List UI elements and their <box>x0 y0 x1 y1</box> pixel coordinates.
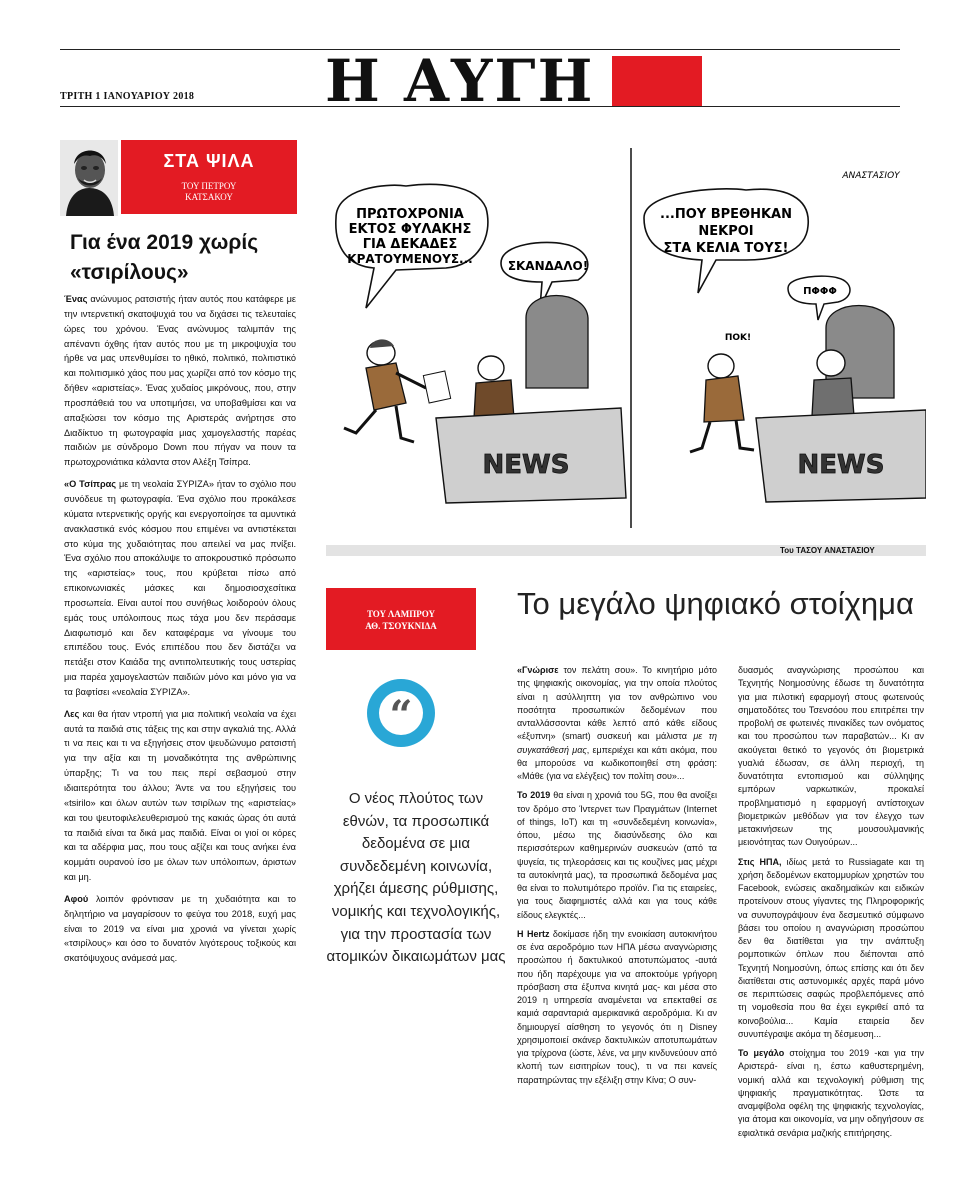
quote-icon <box>365 677 437 749</box>
column-paragraph <box>64 707 296 885</box>
paragraph-text: δυασμός αναγνώρισης προσώπου και Τεχνητής Νοημοσύνης έδωσε τη δυνατότητα για μια πιλοτική εφαρμογή στους φωτεινούς σηματοδότες του Τσενσόου που επιτρέπει την προβολή σε φωτεινές πινακίδες των ονόματος και του προσώπου των παραβατών... Κι αν ακούγεται θετικό το γεγονός ότι βιομετρικά γυαλιά έδωσαν, σε άλλη περιοχή, τη δυνατότητα εντοπισμού και σύλληψης εμπόρων ναρκωτικών, προκαλεί προβληματισμό η εφαρμογή αντίστοιχων βιομετρικών μεθόδων για τον έλεγχο των μετακινήσεων της μουσουλμανικής μειονότητας των Ουιγούρων... <box>738 665 924 848</box>
cartoon-reply: ΠΦΦΦ <box>803 286 837 297</box>
opinion-author-line2: ΑΘ. ΤΣΟΥΚΝΙΔΑ <box>365 621 437 631</box>
cartoon-credit: Του ΤΑΣΟΥ ΑΝΑΣΤΑΣΙΟΥ <box>780 546 875 555</box>
column-author-line1: ΤΟΥ ΠΕΤΡΟΥ <box>181 181 237 191</box>
masthead-red-block <box>612 56 702 106</box>
paragraph-lead: Το μεγάλο <box>738 1048 785 1058</box>
column-paragraph <box>64 477 296 700</box>
cartoon-bubble-line: ΝΕΚΡΟΙ <box>698 224 754 239</box>
column-paragraph <box>64 292 296 470</box>
newspaper-masthead: Η ΑΥΓΗ <box>325 47 595 115</box>
cartoon-bubble-line: ...ΠΟΥ ΒΡΕΘΗΚΑΝ <box>660 207 792 222</box>
article-paragraph <box>738 856 924 1042</box>
cartoonist-signature: ΑΝΑΣΤΑΣΙΟΥ <box>842 171 900 181</box>
cartoon-bubble-line: ΚΡΑΤΟΥΜΕΝΟΥΣ... <box>347 252 473 266</box>
paragraph-text: και θα ήταν ντροπή για μια πολιτική νεολαία να έχει αυτά τα παιδιά στις τάξεις της και στην αγκαλιά της. Αλλά τι να πεις και τι να εξηγήσεις στον ψευδώνυμο ρατσιστή για την αξία και τη μοναδικότητα της ανθρώπινης ύπαρξης; Τι να του πεις περί σεβασμού στην ιδιαιτερότητα του άλλου; Άντε να του εξηγήσεις του «tsirilo» και όλων αυτών των τσιρίλων της «αριστείας» και του ψευτοφιλελευθερισμού της κακιάς ώρας ότι αυτά τα παιδιά είναι τα δικά μας παιδιά. Είναι οι γιοί οι κόρες και τα αδέρφια μας, που τους αξίζει και τους ανήκει ένα κομμάτι ουρανού ίσο με όλων των υπόλοιπων, άριστων και μη. <box>64 708 296 883</box>
paragraph-lead: Αφού <box>64 893 89 904</box>
cartoon-sound: ΠΟΚ! <box>724 333 752 343</box>
cartoon-reply: ΣΚΑΝΔΑΛΟ! <box>507 259 589 273</box>
article-title: Το μεγάλο ψηφιακό στοίχημα <box>517 586 914 621</box>
pull-quote: Ο νέος πλούτος των εθνών, τα προσωπικά δεδομένα σε μια συνδεδεμένη κοινωνία, χρήζει άμεσης ρύθμισης, νομικής και τεχνολογικής, για την προστασία των ατομικών δικαιωμάτων μας <box>326 790 506 966</box>
paragraph-text: στοίχημα του 2019 -και για την Αριστερά- είναι η, έστω καθυστερημένη, νομική αλλά και τεχνολογική ρύθμιση της ψηφιακής πραγματικότητας. Ώστε τα αναμφίβολα οφέλη της ψηφιακής τεχνολογίας, για άτομα και οικονομία, να μην οδηγήσουν σε εφιαλτικά σενάρια μαζικής επιτήρησης. <box>738 1048 924 1138</box>
column-author <box>121 181 297 203</box>
article-paragraph <box>517 789 717 922</box>
paragraph-text: δοκίμασε ήδη την ενοικίαση αυτοκινήτου σε ένα αεροδρόμιο των ΗΠΑ μέσω αναγνώρισης προσώπου ή δακτυλικού αποτυπώματος -αυτά που ήδη παρέχουμε για να αποκτούμε γρήγορη πρόσβαση στα έξυπνα κινητά μας- και μέσα στο 2019 η υπηρεσία αναμένεται να επεκταθεί σε καμιά σαρανταριά αμερικανικά αεροδρόμια. Κι αν δημιουργεί αίσθηση το γεγονός ότι η Disney χρησιμοποιεί σκάνερ δακτυλικών αποτυπωμάτων για τρίχρονα (ώστε, λένε, να μην κινδυνεύουν από κλοπή των εισιτηρίων τους), τι να πει κανείς παρατηρώντας την εξέλιξη στην Κίνα; Ο συν- <box>517 928 717 1085</box>
column-title: Για ένα 2019 χωρίς «τσιρίλους» <box>70 231 259 284</box>
paragraph-lead: «Ο Τσίπρας <box>64 479 117 490</box>
paragraph-lead: Στις ΗΠΑ, <box>738 856 782 867</box>
paragraph-text: ανώνυμος ρατσιστής ήταν αυτός που κατάφερε με την ιντερνετική σκατοψυχιά του να διχάσει τις τελευταίες ώρες του χρόνου. Ένας ανώνυμος ταλιμπάν της απέναντι όχθης ήταν αυτός που με τη μικροψυχία του ήρθε να μας υπενθυμίσει το ηθικό, πολιτικό, πολιτιστικό και πολιτισμικό χάος που μας χωρίζει από τον κόσμο της δήθεν «αριστείας». Ένας χυδαίος μικρόνους, που, στην προσπάθειά του να υποτιμήσει, να υποβαθμίσει και να απαξιώσει τον κόσμο της Αριστεράς ανήρτησε στο Διαδίκτυο τη φωτογραφία μιας χαμογελαστής παρέας παιδιών με σύνδρομο Down που πήγαν να πουν τα πρωτοχρονιάτικα κάλαντα στον Αλέξη Τσίπρα. <box>64 294 296 468</box>
cartoon-bubble-line: ΓΙΑ ΔΕΚΑΔΕΣ <box>362 237 458 252</box>
paragraph-text: θα είναι η χρονιά του 5G, που θα ανοίξει τον δρόμο στο Ίντερνετ των Πραγμάτων (Internet of things, IoT) και τη «συνδεδεμένη κοινωνία», όπου, μέσω της διασύνδεσης όλο και περισσότερων καθημερινών συσκευών (από τα ψυγεία, τις τηλεοράσεις και τις κουζίνες μας μέχρι τα αυτοκίνητά μας), τα προσωπικά δεδομένα μας θα είναι το πολυτιμότερο προϊόν. Για τις εταιρείες, για τους διαφημιστές αλλά και για τους κάθε είδους ελεγκτές... <box>517 790 717 920</box>
article-paragraph <box>517 928 717 1087</box>
paragraph-lead: Ένας <box>64 294 88 304</box>
column-paragraph <box>64 892 296 966</box>
paragraph-text: λοιπόν φρόντισαν με τη χυδαιότητα και το δηλητήριο να μαγαρίσουν το φεύγα του 2018, ευχή μας είναι το 2019 να είναι μια χρονιά να γίνεται χωρίς «τσιρίλους» και όσο το δυνατόν λιγότερους τοξικούς και σκατόψυχους ανάμεσά μας. <box>64 893 296 964</box>
author-photo <box>60 140 118 216</box>
paragraph-lead: Το 2019 <box>517 790 551 801</box>
article-paragraph <box>738 664 924 850</box>
header-rule <box>60 106 900 107</box>
paragraph-lead: Λες <box>64 708 80 719</box>
column-name: ΣΤΑ ΨΙΛΑ <box>163 151 255 171</box>
opinion-author <box>326 608 476 632</box>
paragraph-text: τον πελάτη σου». Το κινητήριο μότο της ψηφιακής οικονομίας, για την οποία πλούτος είναι η ασύλληπτη για τον ανθρώπινο νου ποσότητα προσωπικών δεδομένων που ανταλλάσσονται κάθε λεπτό από κάθε είδους «έξυπνη» (smart) συσκευή και μάλιστα <box>517 665 717 742</box>
cartoon-bubble-line: ΣΤΑ ΚΕΛΙΑ ΤΟΥΣ! <box>663 241 789 256</box>
paragraph-text: , εμπεριέχει και κάτι ακόμα, που θα μπορούσε να κωδικοποιηθεί στη φράση: «Μάθε (για να ελέγξεις) τον πολίτη σου»... <box>517 744 717 781</box>
article-paragraph <box>517 664 717 783</box>
cartoon-bubble-line: ΕΚΤΟΣ ΦΥΛΑΚΗΣ <box>348 222 472 237</box>
editorial-cartoon <box>326 148 926 528</box>
article-column-1 <box>517 664 717 1093</box>
paragraph-lead: Η Hertz <box>517 928 550 939</box>
desk-label: NEWS <box>797 450 885 480</box>
paragraph-lead: «Γνώρισε <box>517 665 559 675</box>
quote-glyph: “ <box>389 692 413 739</box>
paragraph-text: ιδίως μετά το Russiagate και τη χρήση δεδομένων εκατομμυρίων χρηστών του Facebook, ενώσεις ακαδημαϊκών και ειδικών προτείνουν στους γίγαντες της Πληροφορικής να συνυπογράψουν ένα δεσμευτικό σύμφωνο βάσει του οποίου η αναγνώριση προσώπου δεν θα διατίθεται για την ανάπτυξη ρομποτικών όπλων που διέπονται από Τεχνητή Νοημοσύνη, όπως επίσης και ότι δεν διατίθεται στις αστυνομικές αρχές παρά μόνο σε περιπτώσεις σαφώς προβλεπόμενες από τη νομοθεσία που θα έχει εγκριθεί από τα κοινοβούλια... Καμία εταιρεία δεν συνυπέγραψε ακόμα τη δέσμευση... <box>738 856 924 1039</box>
cartoon-bubble-line: ΠΡΩΤΟΧΡΟΝΙΑ <box>356 207 464 222</box>
paragraph-text: με τη νεολαία ΣΥΡΙΖΑ» ήταν το σχόλιο που συνόδευε τη φωτογραφία. Ένα σχόλιο που προκάλεσε κύματα ιντερνετικής οργής και ενεργοποίησε τα αμυντικά ανακλαστικά ενός κόσμου που επιμένει να αντιστέκεται στο κύμα της χυδαιότητας που απειλεί να μας πνίξει. Ένα σχόλιο που αποκάλυψε το αποκρουστικό πρόσωπο της «αριστείας» τους, που κρύβεται πίσω από επικοινωνιακές μάσκες και δημοσιοσχεσίτικα προσωπεία. Είναι αυτοί που συνήθως λοιδορούν όλους εμάς τους υπόλοιπους πως τάχα μου δεν περάσαμε Διαφωτισμό και δεν καταφέραμε να γίνουμε του επιπέδου τους. Ενός επιπέδου που δεν διστάζει να πετάξει στον Καιάδα της αντιπολιτευτικής τους υστερίας μια παρέα χαμογελαστών παιδιών μόνο και μόνο για να τα βαφτίσει «νεολαία ΣΥΡΙΖΑ». <box>64 479 296 697</box>
column-body <box>64 292 296 973</box>
column-author-line2: ΚΑΤΣΑΚΟΥ <box>185 192 233 202</box>
issue-date: ΤΡΙΤΗ 1 ΙΑΝΟΥΑΡΙΟΥ 2018 <box>60 91 195 102</box>
desk-label: NEWS <box>482 450 570 480</box>
article-paragraph <box>738 1047 924 1140</box>
paragraph-italic: με τη συγκατάθεσή μας <box>517 731 717 755</box>
opinion-author-line1: ΤΟΥ ΛΑΜΠΡΟΥ <box>366 609 436 619</box>
article-column-2 <box>738 664 924 1146</box>
